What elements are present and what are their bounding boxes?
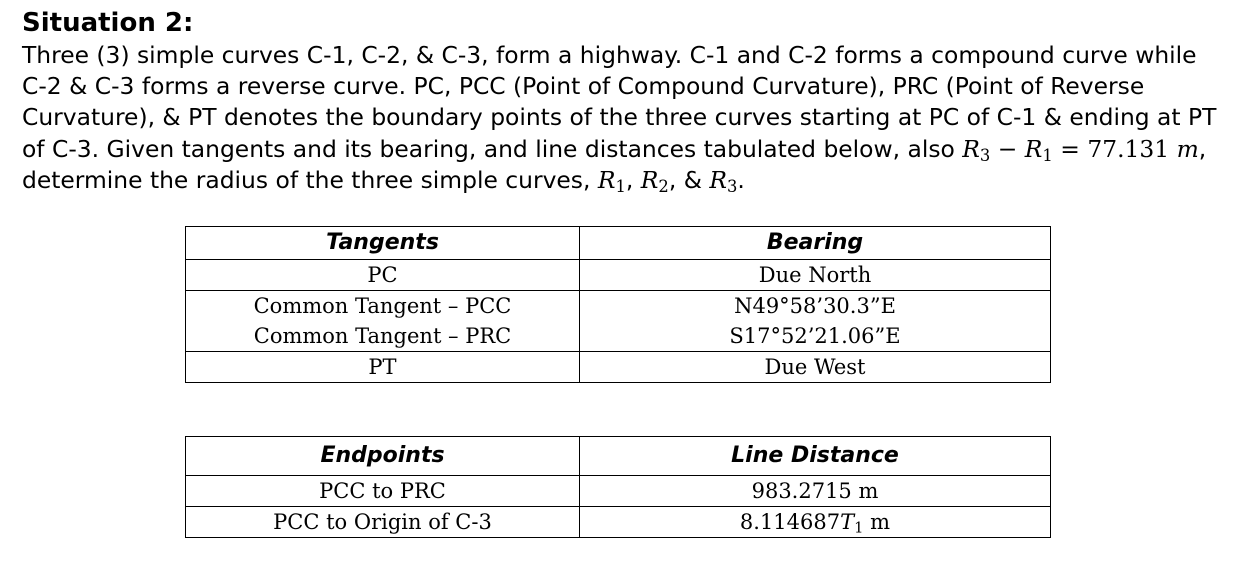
- table-row: [186, 476, 1051, 507]
- tangent-cell: PC: [186, 260, 580, 291]
- header-endpoints: Endpoints: [186, 437, 580, 476]
- bearing-cell: S17°52’21.06”E: [580, 321, 1051, 352]
- table-row: [186, 321, 1051, 352]
- table-header-row: [186, 227, 1051, 260]
- bearing-cell: Due North: [580, 260, 1051, 291]
- line-distance-table: [185, 436, 1051, 538]
- header-bearing: Bearing: [580, 227, 1051, 260]
- table-header-row: [186, 437, 1051, 476]
- eq-value: = 77.131: [1052, 134, 1177, 163]
- table-row: [186, 260, 1051, 291]
- tangent-cell: Common Tangent – PRC: [186, 321, 580, 352]
- problem-text-part1: Three (3) simple curves C-1, C-2, & C-3, form a highway. C-1 and C-2 forms a compound curve while C-2 & C-3 forms a reverse curve. PC, PCC (Point of Compound Curvature), PRC (Point of Reverse Curvature), & PT denotes the boundary points of the three curves starting at PC of C-1 & ending at PT of C-3. Given tangents and its bearing, and line distances tabulated below, also: [22, 41, 1217, 163]
- tangent-cell: PT: [186, 352, 580, 383]
- eq-r1-symbol: $R_1$: [1024, 134, 1053, 165]
- eq-unit: m: [1176, 134, 1199, 163]
- distance-subscript: 1: [854, 519, 864, 537]
- sentence-end: .: [737, 165, 745, 194]
- distance-cell: [580, 507, 1051, 538]
- eq-minus: −: [990, 134, 1025, 163]
- situation-heading: Situation 2:: [22, 8, 194, 38]
- problem-text-part2: , determine the radius of the three simple curves,: [22, 134, 1207, 194]
- radius-r2-symbol: $R_2$: [640, 165, 669, 196]
- bearing-cell: N49°58’30.3”E: [580, 291, 1051, 322]
- table-row: [186, 352, 1051, 383]
- distance-coefficient: 8.114687: [739, 510, 841, 534]
- distance-cell: 983.2715 m: [580, 476, 1051, 507]
- eq-r3-symbol: $R_3$: [962, 134, 991, 165]
- radius-r1-symbol: $R_1$: [597, 165, 626, 196]
- tangents-bearing-table: [185, 226, 1051, 383]
- table-row: [186, 507, 1051, 538]
- header-line-distance: Line Distance: [580, 437, 1051, 476]
- radius-r3-symbol: $R_3$: [709, 165, 738, 196]
- separator-1: ,: [625, 165, 641, 194]
- problem-statement: [22, 40, 1222, 196]
- tangent-cell: Common Tangent – PCC: [186, 291, 580, 322]
- table-row: [186, 291, 1051, 322]
- distance-unit: m: [863, 510, 891, 534]
- separator-2: , &: [668, 165, 710, 194]
- endpoints-cell: PCC to PRC: [186, 476, 580, 507]
- header-tangents: Tangents: [186, 227, 580, 260]
- endpoints-cell: PCC to Origin of C-3: [186, 507, 580, 538]
- distance-variable: T: [840, 510, 855, 534]
- bearing-cell: Due West: [580, 352, 1051, 383]
